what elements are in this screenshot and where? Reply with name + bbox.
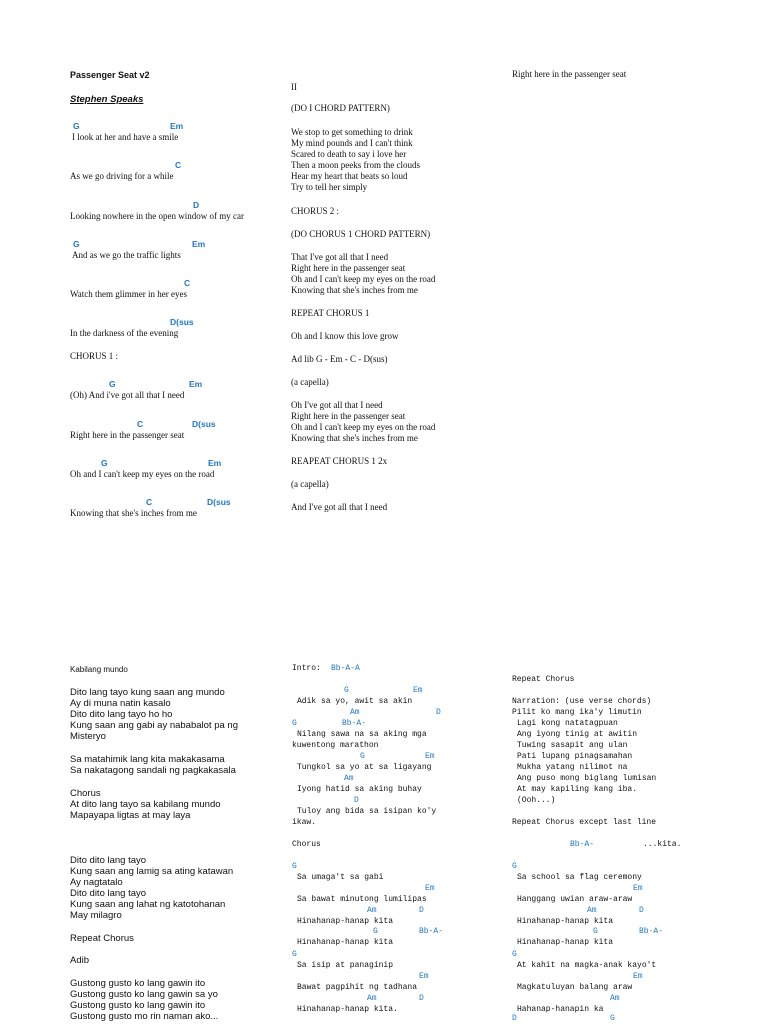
lyric-line: Tungkol sa yo at sa ligayang <box>297 763 432 772</box>
chord: C <box>137 419 144 429</box>
lyric-line: Iyong hatid sa aking buhay <box>297 785 422 794</box>
chord: G <box>109 379 116 389</box>
lyric-line: Sa bawat minutong lumilipas <box>297 895 427 904</box>
chord: Em <box>189 379 203 389</box>
chord: Em <box>425 884 435 893</box>
lyric-line: Oh I've got all that I need <box>291 400 383 410</box>
chord: Am <box>587 906 597 915</box>
chord: G <box>360 752 365 761</box>
lyric-line: Oh and I can't keep my eyes on the road <box>70 469 215 479</box>
chord: G <box>101 458 108 468</box>
section-label: Narration: (use verse chords) <box>512 697 652 706</box>
lyric-line: Dito lang tayo kung saan ang mundo <box>70 687 225 698</box>
lyric-line: kuwentong marathon <box>292 741 379 750</box>
lyric-line: Mukha yatang nilimot na <box>517 763 628 772</box>
lyric-line: Hinahanap-hanap kita. <box>297 1005 398 1014</box>
chord: D <box>193 200 200 210</box>
lyric-line: Pati lupang pinagsamahan <box>517 752 633 761</box>
chord: G <box>512 950 517 959</box>
chord: G <box>373 927 378 936</box>
lyric-line: Adik sa yo, awit sa akin <box>297 697 413 706</box>
chord: Bb-A- <box>419 927 444 936</box>
lyric-line: Sa nakatagong sandali ng pagkakasala <box>70 765 236 776</box>
chord: D <box>419 906 424 915</box>
lyric-line: In the darkness of the evening <box>70 328 179 338</box>
lyric-line: Right here in the passenger seat <box>70 430 185 440</box>
section-label: Adib <box>70 955 90 966</box>
chord: D <box>436 708 441 717</box>
lyric-line: (Ooh...) <box>517 796 556 805</box>
section-label: Repeat Chorus except last line <box>512 818 657 827</box>
section-label: Repeat Chorus <box>512 675 575 684</box>
chord: Em <box>425 752 435 761</box>
lyric-line: Kung saan ang lahat ng katotohanan <box>70 899 226 910</box>
lyric-line: May milagro <box>70 910 122 921</box>
lyric-line: Hear my heart that beats so loud <box>291 171 408 181</box>
section-label: (a capella) <box>291 479 329 489</box>
song-title: Kabilang mundo <box>70 665 128 674</box>
lyric-line: Ad lib G - Em - C - D(sus) <box>291 354 388 364</box>
lyric-line: Try to tell her simply <box>291 182 368 192</box>
section-label: Intro: <box>292 664 321 673</box>
chord: Em <box>413 686 423 695</box>
chord: Am <box>344 774 354 783</box>
lyric-line: Kung saan ang gabi ay nababalot pa ng <box>70 720 238 731</box>
lyric-line: Ay di muna natin kasalo <box>70 698 171 709</box>
lyric-line: Right here in the passenger seat <box>512 69 627 79</box>
chord: D(sus <box>192 419 216 429</box>
lyric-line: At kahit na magka-anak kayo't <box>517 961 657 970</box>
chord: Am <box>367 994 377 1003</box>
chord: Am <box>367 906 377 915</box>
lyric-line: My mind pounds and I can't think <box>291 138 413 148</box>
chord: D(sus <box>207 497 231 507</box>
lyric-line: That I've got all that I need <box>291 252 389 262</box>
lyric-line: Right here in the passenger seat <box>291 263 406 273</box>
lyric-line: Ay nagtatalo <box>70 877 123 888</box>
chord: Bb-A-A <box>331 664 360 673</box>
section-label: Repeat Chorus <box>70 933 134 944</box>
chord: C <box>146 497 153 507</box>
chord: C <box>175 160 182 170</box>
lyric-line: Sa matahimik lang kita makakasama <box>70 754 225 765</box>
lyric-line: Misteryo <box>70 731 106 742</box>
chord: Em <box>192 239 206 249</box>
lyric-line: At dito lang tayo sa kabilang mundo <box>70 799 221 810</box>
lyric-line: Gustong gusto mo rin naman ako... <box>70 1011 219 1022</box>
lyric-line: Sa isip at panaginip <box>297 961 394 970</box>
lyric-line: Hanggang uwian araw-araw <box>517 895 633 904</box>
lyric-line: Gustong gusto ko lang gawin sa yo <box>70 989 218 1000</box>
lyric-line: Oh and I can't keep my eyes on the road <box>291 422 436 432</box>
lyric-line: Watch them glimmer in her eyes <box>70 289 187 299</box>
lyric-line: Hinahanap-hanap kita <box>297 938 394 947</box>
chord: Bb-A- <box>639 927 664 936</box>
chord: G <box>512 862 517 871</box>
section-label: (DO I CHORD PATTERN) <box>291 103 390 113</box>
lyric-line: Lagi kong natatagpuan <box>517 719 618 728</box>
chord: D(sus <box>170 317 194 327</box>
chord: D <box>354 796 359 805</box>
chord: Am <box>350 708 360 717</box>
lyric-line: Hinahanap-hanap kita <box>297 917 394 926</box>
lyric-line: Scared to death to say i love her <box>291 149 407 159</box>
chord: D <box>639 906 644 915</box>
lyric-line: Tuwing sasapit ang ulan <box>517 741 628 750</box>
lyric-line: Magkatuluyan balang araw <box>517 983 633 992</box>
chord: G <box>292 950 297 959</box>
lyric-line: We stop to get something to drink <box>291 127 413 137</box>
lyric-line: Knowing that she's inches from me <box>291 285 418 295</box>
lyric-line: Hinahanap-hanap kita <box>517 938 614 947</box>
lyric-line: ...kita. <box>643 840 682 849</box>
chord: Em <box>633 884 643 893</box>
lyric-line: Pilit ko mang ika'y limutin <box>512 708 642 717</box>
chord: G <box>344 686 349 695</box>
chord: G <box>73 121 80 131</box>
lyric-line: Sa umaga't sa gabi <box>297 873 384 882</box>
song-author: Stephen Speaks <box>70 94 144 105</box>
chord: D <box>512 1014 517 1023</box>
lyric-line: And as we go the traffic lights <box>72 250 181 260</box>
lyric-line: Mapayapa ligtas at may laya <box>70 810 191 821</box>
lyric-line: Hinahanap-hanap kita <box>517 917 614 926</box>
lyric-line: Dito dito lang tayo <box>70 888 147 899</box>
lyric-line: Gustong gusto ko lang gawin ito <box>70 1000 206 1011</box>
chord: G <box>292 862 297 871</box>
lyric-line: Oh and I can't keep my eyes on the road <box>291 274 436 284</box>
chord: Bb-A- <box>342 719 367 728</box>
lyric-line: ikaw. <box>292 818 317 827</box>
lyric-line: And I've got all that I need <box>291 502 388 512</box>
lyric-line: Kung saan ang lamig sa ating katawan <box>70 866 234 877</box>
section-label: Chorus <box>292 840 321 849</box>
chord: Em <box>208 458 222 468</box>
lyric-line: Oh and I know this love grow <box>291 331 399 341</box>
lyric-line: Nilang sawa na sa aking mga <box>297 730 427 739</box>
section-label: REPEAT CHORUS 1 <box>291 308 370 318</box>
section-label: CHORUS 1 : <box>70 351 119 361</box>
lyric-line: Knowing that she's inches from me <box>291 433 418 443</box>
chord: G <box>73 239 80 249</box>
lyric-line: (Oh) And i've got all that I need <box>70 390 185 400</box>
lyric-line: Ang iyong tinig at awitin <box>517 730 638 739</box>
lyric-line: Tuloy ang bida sa isipan ko'y <box>297 807 437 816</box>
lyric-line: Right here in the passenger seat <box>291 411 406 421</box>
chord: Em <box>633 972 643 981</box>
chord: C <box>184 278 191 288</box>
lyric-line: Dito dito lang tayo <box>70 855 147 866</box>
chord: G <box>593 927 598 936</box>
chord: Am <box>610 994 620 1003</box>
section-label: II <box>291 82 297 92</box>
lyric-line: Looking nowhere in the open window of my car <box>70 211 244 221</box>
chord: Em <box>419 972 429 981</box>
chord: Bb-A- <box>570 840 595 849</box>
lyric-line: As we go driving for a while <box>70 171 174 181</box>
lyric-line: At may kapiling kang iba. <box>517 785 638 794</box>
section-label: Chorus <box>70 788 101 799</box>
lyric-line: I look at her and have a smile <box>72 132 179 142</box>
lyric-line: Dito dito lang tayo ho ho <box>70 709 173 720</box>
lyric-line: Gustong gusto ko lang gawin ito <box>70 978 206 989</box>
lyric-line: Then a moon peeks from the clouds <box>291 160 420 170</box>
chord: D <box>419 994 424 1003</box>
section-label: (DO CHORUS 1 CHORD PATTERN) <box>291 229 431 239</box>
lyric-line: Bawat pagpihit ng tadhana <box>297 983 418 992</box>
song-title: Passenger Seat v2 <box>70 70 150 80</box>
section-label: (a capella) <box>291 377 329 387</box>
section-label: REAPEAT CHORUS 1 2x <box>291 456 388 466</box>
lyric-line: Knowing that she's inches from me <box>70 508 197 518</box>
chord: G <box>610 1014 615 1023</box>
lyric-line: Sa school sa flag ceremony <box>517 873 642 882</box>
lyric-line: Ang puso mong biglang lumisan <box>517 774 657 783</box>
lyric-line: Hahanap-hanapin ka <box>517 1005 604 1014</box>
section-label: CHORUS 2 : <box>291 206 340 216</box>
chord: Em <box>170 121 184 131</box>
chord: G <box>292 719 297 728</box>
